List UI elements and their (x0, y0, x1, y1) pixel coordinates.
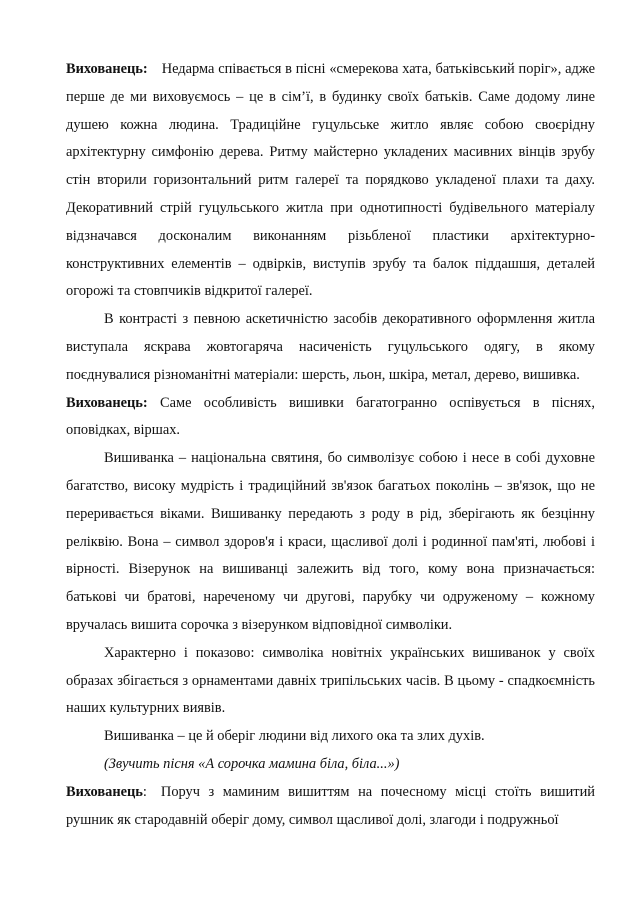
paragraph-5 (66, 640, 595, 723)
paragraph-1 (66, 56, 595, 306)
paragraph-text: Характерно і показово: символіка новітніх українських вишиванок у своїх образах збігається з орнаментами давніх трипільських часів. В цьому - спадкоємність наших культурних виявів. (66, 644, 595, 717)
paragraph-text: В контрасті з певною аскетичністю засобів декоративного оформлення житла виступала яскрава жовтогаряча насиченість гуцульського одягу, в якому поєднувалися різноманітні матеріали: шерсть, льон, шкіра, метал, дерево, вишивка. (66, 311, 595, 383)
paragraph-6 (66, 723, 595, 751)
paragraph-text: (Звучить пісня «А сорочка мамина біла, біла...») (104, 755, 400, 772)
song-cue (66, 751, 595, 779)
paragraph-text: Недарма співається в пісні «смерекова хата, батьківський поріг», адже перше де ми виховуємось – це в сім’ї, в будинку своїх батьків. Саме додому лине душею кожна людина. Традиційне гуцульське житло являє собою своєрідну архітектурну симфонію дерева. Ритму майстерно укладених масивних вінців зрубу стін вторили горизонтальний ритм галереї та порядково укладеної плахи та даху. Декоративний стрій гуцульського житла при однотипності будівельного матеріалу відзначався досконалим виконанням різьбленої пластики архітектурно-конструктивних елементів – одвірків, виступів зрубу та балок піддашшя, деталей огорожі та стовпчиків відкритої галереї. (66, 61, 595, 300)
speaker-label: Вихованець: (66, 394, 148, 411)
paragraph-3 (66, 390, 595, 446)
paragraph-text: Вишиванка – це й оберіг людини від лихого ока та злих духів. (104, 728, 485, 745)
paragraph-text: Вишиванка – національна святиня, бо символізує собою і несе в собі духовне багатство, високу мудрість і традиційний зв'язок багатьох поколінь – зв'язок, що не переривається віками. Вишиванку передають з роду в рід, зберігають як безцінну реліквію. Вона – символ здоров'я і краси, щасливої долі і родинної пам'яті, любові і вірності. Візерунок на вишиванці залежить від того, кому вона призначається: батькові чи братові, нареченому чи другові, парубку чи одруженому – кожному вручалась вишита сорочка з візерунком відповідної символіки. (66, 450, 595, 633)
speaker-label: Вихованець: (66, 61, 148, 77)
paragraph-4 (66, 445, 595, 640)
paragraph-2 (66, 306, 595, 389)
paragraph-8: Вихованець: Поруч з маминим вишиттям на почесному місці стоїть вишитий рушник як стародавній оберіг дому, символ щасливої долі, злагоди і подружньої (66, 783, 595, 828)
speaker-label: Вихованець (66, 783, 143, 800)
paragraph-text: Саме особливість вишивки багатогранно оспівується в піснях, оповідках, віршах. (66, 394, 595, 439)
paragraph-text: Поруч з маминим вишиттям на почесному місці стоїть вишитий рушник як стародавній оберіг дому, символ щасливої долі, злагоди і подружньої (66, 783, 595, 828)
